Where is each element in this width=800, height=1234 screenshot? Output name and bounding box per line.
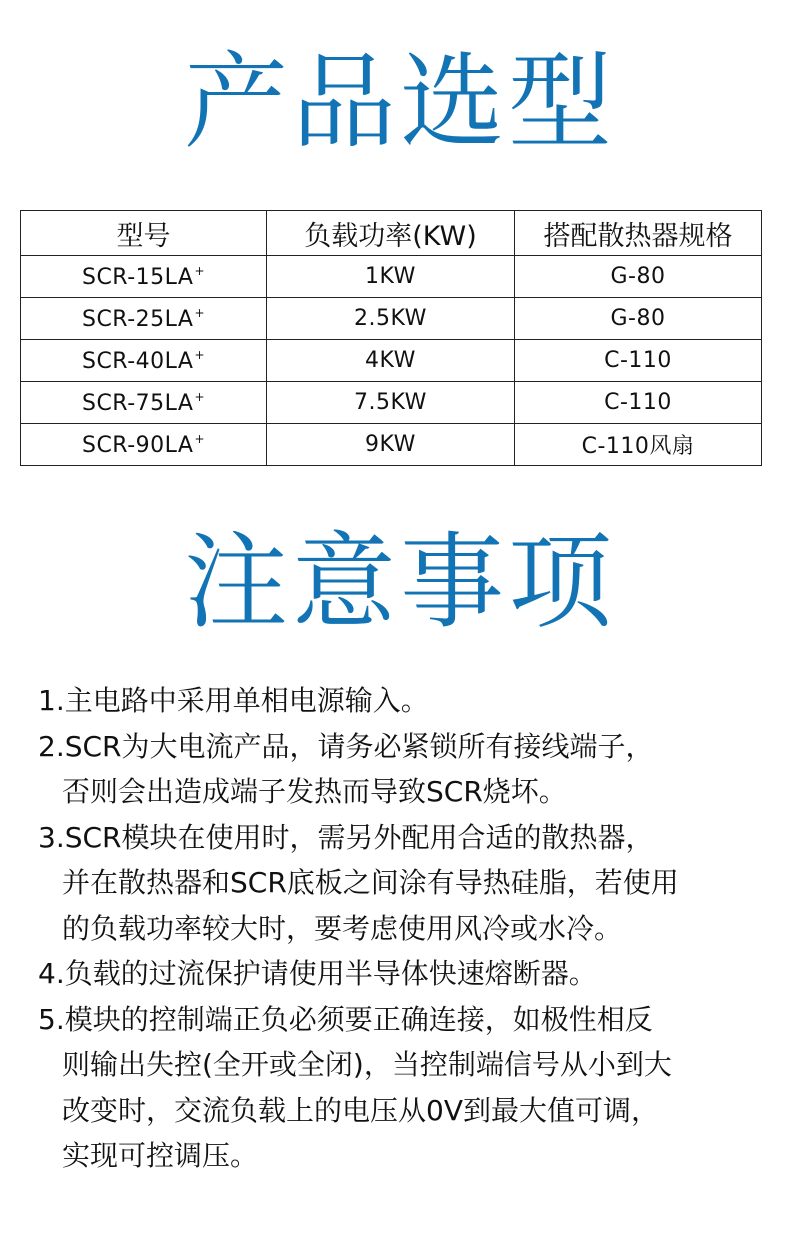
product-selection-title: 产品选型 [183,41,616,163]
cell-heatsink: C-110风扇 [515,424,762,466]
cell-model: SCR-90LA+ [21,424,267,466]
cell-heatsink: G-80 [515,256,762,298]
cell-heatsink: C-110 [515,382,762,424]
cell-model: SCR-40LA+ [21,340,267,382]
header-heatsink-spec: 搭配散热器规格 [515,211,762,256]
notes-list [38,678,778,1179]
cell-power: 7.5KW [267,382,515,424]
note-line: 改变时，交流负载上的电压从0V到最大值可调， [62,1093,659,1127]
note-line: 5.模块的控制端正负必须要正确连接，如极性相反 [38,1002,653,1036]
note-line: 实现可控调压。 [62,1139,259,1172]
notes-title: 注意事项 [183,521,616,643]
cell-model: SCR-75LA+ [21,382,267,424]
note-line: 3.SCR模块在使用时，需另外配用合适的散热器， [38,820,654,854]
note-line: 否则会出造成端子发热而导致SCR烧坏。 [62,775,567,808]
note-item-5 [38,997,778,1179]
note-item-1 [38,678,778,724]
table-row [21,298,762,340]
note-item-2 [38,724,778,815]
table-header-row [21,211,762,256]
note-line: 并在散热器和SCR底板之间涂有导热硅脂，若使用 [62,866,679,899]
cell-power: 2.5KW [267,298,515,340]
table-row [21,424,762,466]
header-load-power: 负载功率(KW) [267,211,515,256]
header-model: 型号 [21,211,267,256]
cell-power: 1KW [267,256,515,298]
cell-heatsink: G-80 [515,298,762,340]
cell-model: SCR-15LA+ [21,256,267,298]
note-line: 则输出失控(全开或全闭)，当控制端信号从小到大 [62,1048,672,1081]
cell-power: 4KW [267,340,515,382]
note-line: 的负载功率较大时，要考虑使用风冷或水冷。 [62,911,623,945]
cell-model: SCR-25LA+ [21,298,267,340]
note-line: 1.主电路中采用单相电源输入。 [38,684,429,717]
note-line: 2.SCR为大电流产品，请务必紧锁所有接线端子， [38,729,654,763]
table-row [21,256,762,298]
note-item-4 [38,951,778,997]
cell-heatsink: C-110 [515,340,762,382]
note-item-3 [38,815,778,952]
note-line: 4.负载的过流保护请使用半导体快速熔断器。 [38,957,597,990]
product-selection-table [20,210,762,466]
table-row [21,382,762,424]
cell-power: 9KW [267,424,515,466]
table-row [21,340,762,382]
